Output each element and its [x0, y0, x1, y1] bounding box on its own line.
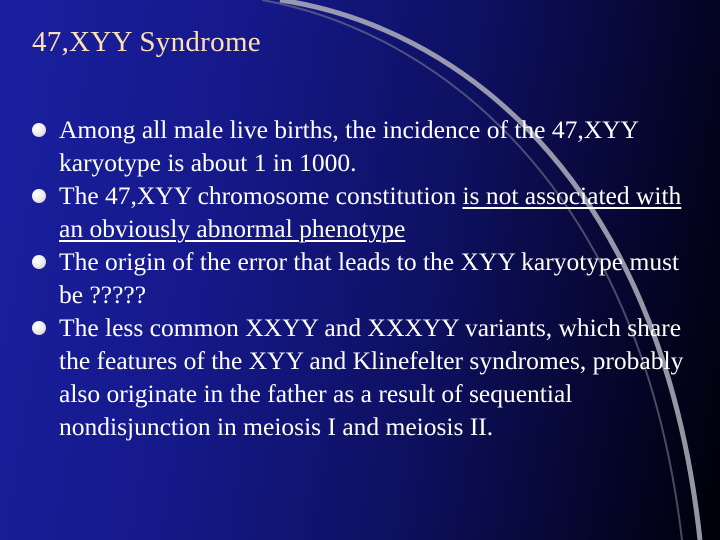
bullet-item	[32, 245, 702, 311]
slide-title: 47,XYY Syndrome	[32, 26, 261, 58]
bullet-dot-icon	[32, 255, 46, 269]
bullet-text: The 47,XYY chromosome constitution	[59, 181, 463, 210]
underlined-phrase: is not associated with an obviously abnormal phenotype	[59, 181, 682, 243]
bullet-dot-icon	[32, 123, 46, 137]
bullet-dot-icon	[32, 321, 46, 335]
bullet-text: The less common XXYY and XXXYY variants, which share the features of the XYY and Klinefelter syndromes, probably also originate in the father as a result of sequential nondisjunction in meiosis I and meiosis II.	[59, 313, 684, 441]
bullet-text: The origin of the error that leads to the XYY karyotype must be ?????	[59, 247, 680, 309]
bullet-dot-icon	[32, 189, 46, 203]
bullet-text: Among all male live births, the incidence of the 47,XYY karyotype is about 1 in 1000.	[59, 115, 639, 177]
bullet-item	[32, 113, 702, 179]
bullet-item	[32, 311, 702, 443]
bullet-list	[32, 113, 702, 443]
bullet-item	[32, 179, 702, 245]
